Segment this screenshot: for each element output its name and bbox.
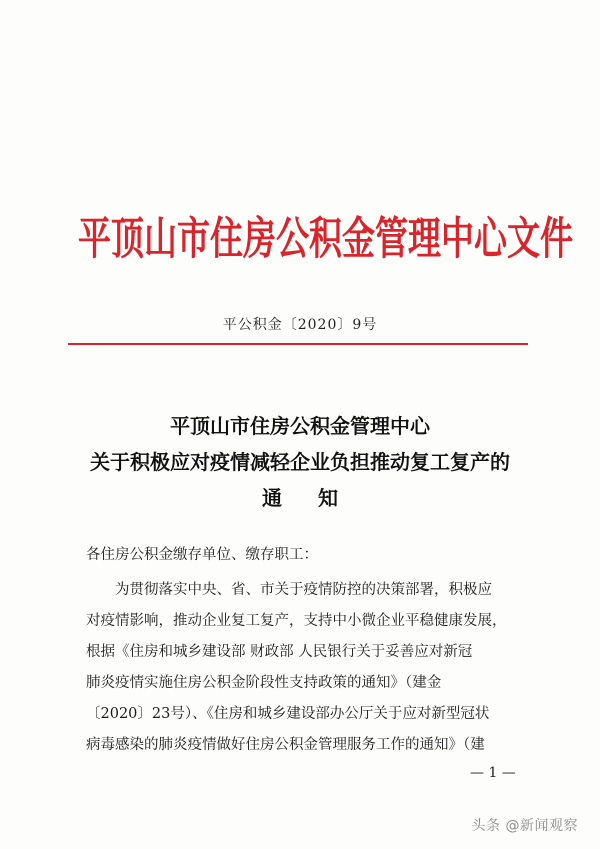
notice-title: [0, 408, 600, 516]
notice-title-line-2: 关于积极应对疫情减轻企业负担推动复工复产的: [90, 450, 510, 474]
document-number: 平公积金〔2020〕9号: [222, 317, 378, 333]
body-paragraph: [86, 575, 546, 761]
paragraph-line: 根据《住房和城乡建设部 财政部 人民银行关于妥善应对新冠: [86, 644, 473, 660]
notice-title-line-1: 平顶山市住房公积金管理中心: [170, 414, 430, 438]
document-header-title: 平顶山市住房公积金管理中心文件: [78, 211, 573, 265]
paragraph-line: 肺炎疫情实施住房公积金阶段性支持政策的通知》（建金: [86, 675, 442, 691]
paragraph-line: 病毒感染的肺炎疫情做好住房公积金管理服务工作的通知》（建: [86, 737, 485, 753]
notice-title-line-3: 通知: [262, 486, 374, 510]
paragraph-line: 〔2020〕23号）、《住房和城乡建设部办公厅关于应对新型冠状: [86, 706, 490, 722]
page-number: — 1 —: [470, 765, 516, 781]
paragraph-line: 对疫情影响，推动企业复工复产，支持中小微企业平稳健康发展，: [86, 613, 507, 629]
paragraph-line: 为贯彻落实中央、省、市关于疫情防控的决策部署，积极应: [115, 582, 492, 598]
red-divider-line: [68, 343, 528, 345]
salutation: 各住房公积金缴存单位、缴存职工：: [86, 547, 318, 563]
watermark-text: 头条 @新闻观察: [471, 818, 578, 834]
